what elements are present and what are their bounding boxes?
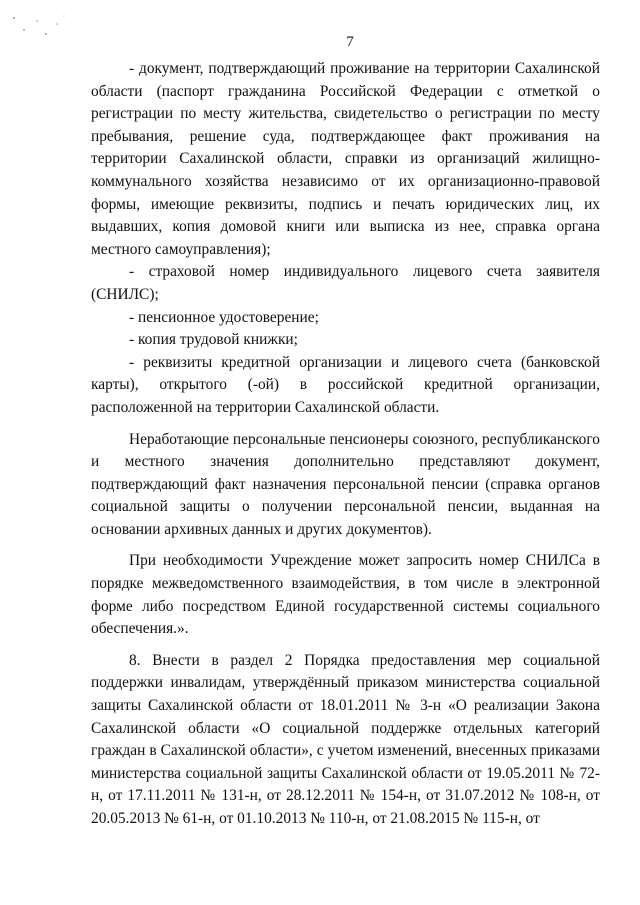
- document-body: [91, 58, 600, 831]
- list-item-employment-record: - копия трудовой книжки;: [129, 331, 298, 349]
- list-item-pension-certificate: - пенсионное удостоверение;: [129, 308, 319, 326]
- paragraph-snils-request: При необходимости Учреждение может запросить номер СНИЛСа в порядке межведомственного взаимодействия, в том числе в электронной форме либо посредством Единой государственной системы социального обеспечения.».: [91, 552, 600, 638]
- list-item-bank-details: - реквизиты кредитной организации и лицевого счета (банковской карты), открытого (-ой) в российской кредитной организации, расположенной на территории Сахалинской области.: [91, 353, 600, 416]
- list-item-residence-document: - документ, подтверждающий проживание на территории Сахалинской области (паспорт гражданина Российской Федерации с отметкой о регистрации по месту жительства, свидетельство о регистрации по месту пребывания, решение суда, подтверждающее факт проживания на территории Сахалинской области, справки из организаций жилищно-коммунального хозяйства независимо от их организационно-правовой формы, имеющие реквизиты, подпись и печать юридических лиц, их выдавших, копия домовой книги или выписка из нее, справка органа местного самоуправления);: [91, 60, 600, 258]
- paragraph-item-8: 8. Внести в раздел 2 Порядка предоставления мер социальной поддержки инвалидам, утверждённый приказом министерства социальной защиты Сахалинской области от 18.01.2011 № 3-н «О реализации Закона Сахалинской области «О социальной поддержке отдельных категорий граждан в Сахалинской области», с учетом изменений, внесенных приказами министерства социальной защиты Сахалинской области от 19.05.2011 № 72-н, от 17.11.2011 № 131-н, от 28.12.2011 № 154-н, от 31.07.2012 № 108-н, от 20.05.2013 № 61-н, от 01.10.2013 № 110-н, от 21.08.2015 № 115-н, от: [91, 651, 600, 827]
- paragraph-personal-pensioners: Неработающие персональные пенсионеры союзного, республиканского и местного значения дополнительно представляют документ, подтверждающий факт назначения персональной пенсии (справка органов социальной защиты о получении персональной пенсии, выданная на основании архивных данных и других документов).: [91, 430, 600, 538]
- page-number: 7: [346, 34, 354, 50]
- list-item-snils: - страховой номер индивидуального лицевого счета заявителя (СНИЛС);: [91, 263, 600, 303]
